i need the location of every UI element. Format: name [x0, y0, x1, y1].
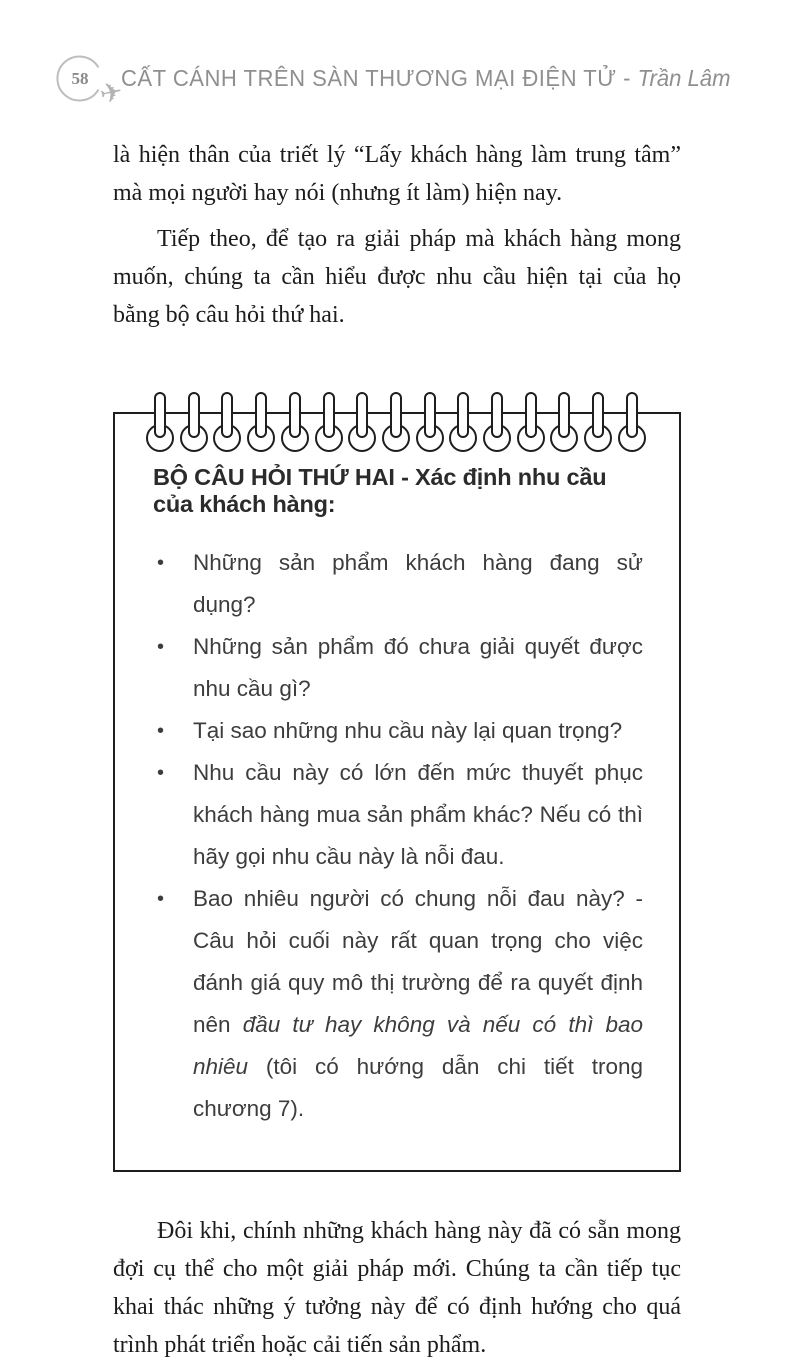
- spiral-ring-icon: [583, 392, 613, 456]
- ring-stem: [221, 392, 233, 438]
- author-name: Trần Lâm: [637, 64, 731, 91]
- ring-loop: [618, 424, 646, 452]
- ring-loop: [213, 424, 241, 452]
- spiral-ring-icon: [415, 392, 445, 456]
- bullet-dot-icon: •: [157, 636, 165, 658]
- notebook-heading: BỘ CÂU HỎI THỨ HAI - Xác định nhu cầu của khách hàng:: [153, 464, 607, 517]
- bullet-item: [153, 542, 643, 626]
- ring-stem: [356, 392, 368, 438]
- ring-loop: [247, 424, 275, 452]
- ring-loop: [146, 424, 174, 452]
- ring-loop: [315, 424, 343, 452]
- ring-loop: [483, 424, 511, 452]
- paragraph-1: là hiện thân của triết lý “Lấy khách hàng làm trung tâm” mà mọi người hay nói (nhưng ít làm) hiện nay.: [113, 142, 681, 206]
- spiral-ring-icon: [280, 392, 310, 456]
- bullet-item: [153, 878, 643, 1130]
- ring-loop: [550, 424, 578, 452]
- ring-loop: [517, 424, 545, 452]
- ring-loop: [449, 424, 477, 452]
- running-head: [121, 65, 730, 92]
- ring-stem: [457, 392, 469, 438]
- page-number-badge: [53, 51, 126, 112]
- page-header: [53, 50, 731, 112]
- spiral-ring-icon: [246, 392, 276, 456]
- bullet-dot-icon: •: [157, 552, 165, 574]
- book-title: CẤT CÁNH TRÊN SÀN THƯƠNG MẠI ĐIỆN TỬ: [121, 64, 617, 91]
- spiral-ring-icon: [314, 392, 344, 456]
- ring-loop: [382, 424, 410, 452]
- bullet-item: [153, 626, 643, 710]
- title-separator: -: [616, 64, 638, 91]
- bullet-text: Những sản phẩm đó chưa giải quyết được nhu cầu gì?: [193, 634, 643, 701]
- page-number: 58: [71, 69, 89, 88]
- ring-stem: [491, 392, 503, 438]
- paragraph-3: Đôi khi, chính những khách hàng này đã có sẵn mong đợi cụ thể cho một giải pháp mới. Chúng ta cần tiếp tục khai thác những ý tưởng này để có định hướng cho quá trình phát triển hoặc cải tiến sản phẩm.: [113, 1218, 681, 1358]
- bullet-dot-icon: •: [157, 762, 165, 784]
- bullet-text: Bao nhiêu người có chung nỗi đau này? - Câu hỏi cuối này rất quan trọng cho việc đánh giá quy mô thị trường để ra quyết định nên đầu tư hay không và nếu có thì bao nhiêu (tôi có hướng dẫn chi tiết trong chương 7).: [193, 886, 644, 1121]
- airplane-icon: ✈: [97, 75, 126, 112]
- paragraph-2: Tiếp theo, để tạo ra giải pháp mà khách hàng mong muốn, chúng ta cần hiểu được nhu cầu hiện tại của họ bằng bộ câu hỏi thứ hai.: [113, 226, 681, 328]
- bullet-text: Tại sao những nhu cầu này lại quan trọng?: [193, 718, 623, 743]
- ring-stem: [154, 392, 166, 438]
- ring-stem: [424, 392, 436, 438]
- ring-stem: [558, 392, 570, 438]
- ring-stem: [188, 392, 200, 438]
- spiral-ring-icon: [549, 392, 579, 456]
- ring-loop: [348, 424, 376, 452]
- ring-stem: [592, 392, 604, 438]
- bullet-dot-icon: •: [157, 720, 165, 742]
- ring-stem: [255, 392, 267, 438]
- bullet-item: [153, 710, 643, 752]
- bullet-text: Nhu cầu này có lớn đến mức thuyết phục khách hàng mua sản phẩm khác? Nếu có thì hãy gọi nhu cầu này là nỗi đau.: [193, 760, 643, 869]
- spiral-ring-icon: [482, 392, 512, 456]
- open-circle-icon: [53, 51, 107, 105]
- spiral-ring-icon: [179, 392, 209, 456]
- ring-stem: [390, 392, 402, 438]
- spiral-ring-icon: [516, 392, 546, 456]
- spiral-ring-icon: [347, 392, 377, 456]
- spiral-ring-icon: [617, 392, 647, 456]
- spiral-ring-icon: [145, 392, 175, 456]
- ring-stem: [626, 392, 638, 438]
- ring-stem: [323, 392, 335, 438]
- ring-loop: [180, 424, 208, 452]
- ring-stem: [525, 392, 537, 438]
- notebook-box: [113, 412, 681, 1172]
- ring-loop: [416, 424, 444, 452]
- spiral-binding: [145, 392, 647, 456]
- bullet-item: [153, 752, 643, 878]
- bullet-dot-icon: •: [157, 888, 165, 910]
- question-list: [153, 542, 643, 1130]
- spiral-ring-icon: [448, 392, 478, 456]
- spiral-ring-icon: [212, 392, 242, 456]
- spiral-ring-icon: [381, 392, 411, 456]
- ring-loop: [281, 424, 309, 452]
- ring-loop: [584, 424, 612, 452]
- bullet-text: Những sản phẩm khách hàng đang sử dụng?: [193, 550, 643, 617]
- ring-stem: [289, 392, 301, 438]
